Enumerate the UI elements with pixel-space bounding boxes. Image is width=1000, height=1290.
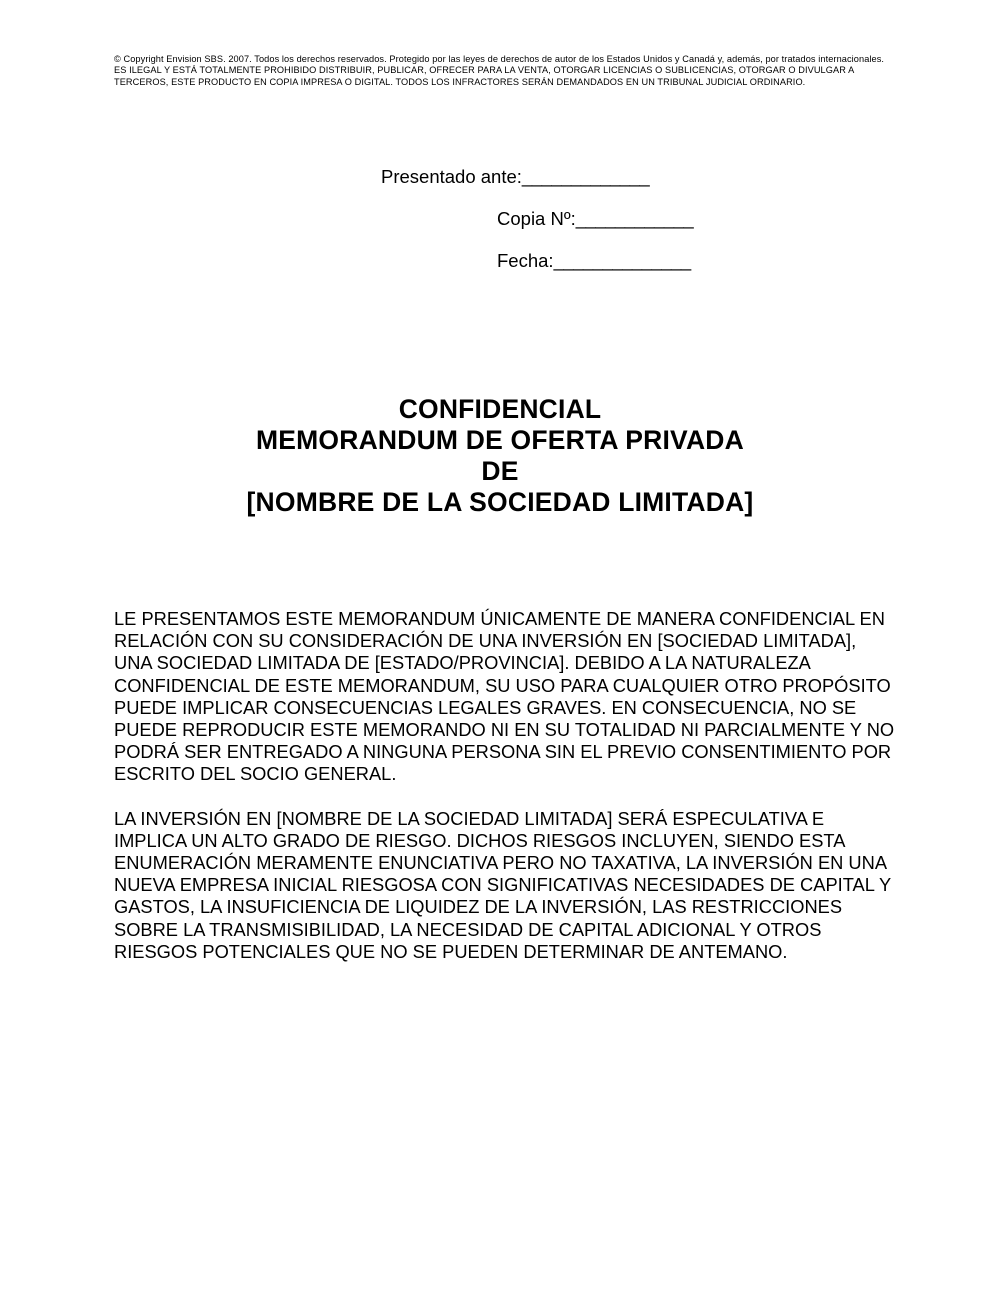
page-title — [0, 394, 1000, 518]
page-title-line-3: DE — [481, 456, 519, 486]
document-body — [114, 608, 896, 963]
form-field-label-fecha: Fecha: — [497, 250, 554, 271]
form-field-blank-fecha[interactable]: ______________ — [553, 250, 691, 271]
page-title-line-1: CONFIDENCIAL — [398, 394, 602, 424]
form-field-blank-presentado-ante[interactable]: _____________ — [521, 166, 650, 187]
form-field-fecha — [497, 250, 691, 272]
body-paragraph-confidentiality: LE PRESENTAMOS ESTE MEMORANDUM ÚNICAMENTE DE MANERA CONFIDENCIAL EN RELACIÓN CON SU CONSIDERACIÓN DE UNA INVERSIÓN EN [SOCIEDAD LIMITADA], UNA SOCIEDAD LIMITADA DE [ESTADO/PROVINCIA]. DEBIDO A LA NATURALEZA CONFIDENCIAL DE ESTE MEMORANDUM, SU USO PARA CUALQUIER OTRO PROPÓSITO PUEDE IMPLICAR CONSECUENCIAS LEGALES GRAVES. EN CONSECUENCIA, NO SE PUEDE REPRODUCIR ESTE MEMORANDO NI EN SU TOTALIDAD NI PARCIALMENTE Y NO PODRÁ SER ENTREGADO A NINGUNA PERSONA SIN EL PREVIO CONSENTIMIENTO POR ESCRITO DEL SOCIO GENERAL. — [114, 608, 895, 785]
form-field-blank-copia-numero[interactable]: ____________ — [575, 208, 694, 229]
form-field-label-presentado-ante: Presentado ante: — [381, 166, 522, 187]
page-title-line-2: MEMORANDUM DE OFERTA PRIVADA — [256, 425, 744, 455]
form-field-label-copia-numero: Copia Nº: — [497, 208, 576, 229]
copyright-notice: © Copyright Envision SBS. 2007. Todos los derechos reservados. Protegido por las leyes de derechos de autor de los Estados Unidos y Canadá y, además, por tratados internacionales. ES ILEGAL Y ESTÁ TOTALMENTE PROHIBIDO DISTRIBUIR, PUBLICAR, OFRECER PARA LA VENTA, OTORGAR LICENCIAS O SUBLICENCIAS, OTORGAR O DIVULGAR A TERCEROS, ESTE PRODUCTO EN COPIA IMPRESA O DIGITAL. TODOS LOS INFRACTORES SERÁN DEMANDADOS EN UN TRIBUNAL JUDICIAL ORDINARIO. — [114, 54, 885, 87]
form-field-presentado-ante — [381, 166, 649, 188]
form-field-copia-numero — [497, 208, 693, 230]
body-paragraph-risk-disclosure: LA INVERSIÓN EN [NOMBRE DE LA SOCIEDAD LIMITADA] SERÁ ESPECULATIVA E IMPLICA UN ALTO GRADO DE RIESGO. DICHOS RIESGOS INCLUYEN, SIENDO ESTA ENUMERACIÓN MERAMENTE ENUNCIATIVA PERO NO TAXATIVA, LA INVERSIÓN EN UNA NUEVA EMPRESA INICIAL RIESGOSA CON SIGNIFICATIVAS NECESIDADES DE CAPITAL Y GASTOS, LA INSUFICIENCIA DE LIQUIDEZ DE LA INVERSIÓN, LAS RESTRICCIONES SOBRE LA TRANSMISIBILIDAD, LA NECESIDAD DE CAPITAL ADICIONAL Y OTROS RIESGOS POTENCIALES QUE NO SE PUEDEN DETERMINAR DE ANTEMANO. — [114, 807, 891, 962]
page-title-line-4: [NOMBRE DE LA SOCIEDAD LIMITADA] — [246, 487, 754, 517]
